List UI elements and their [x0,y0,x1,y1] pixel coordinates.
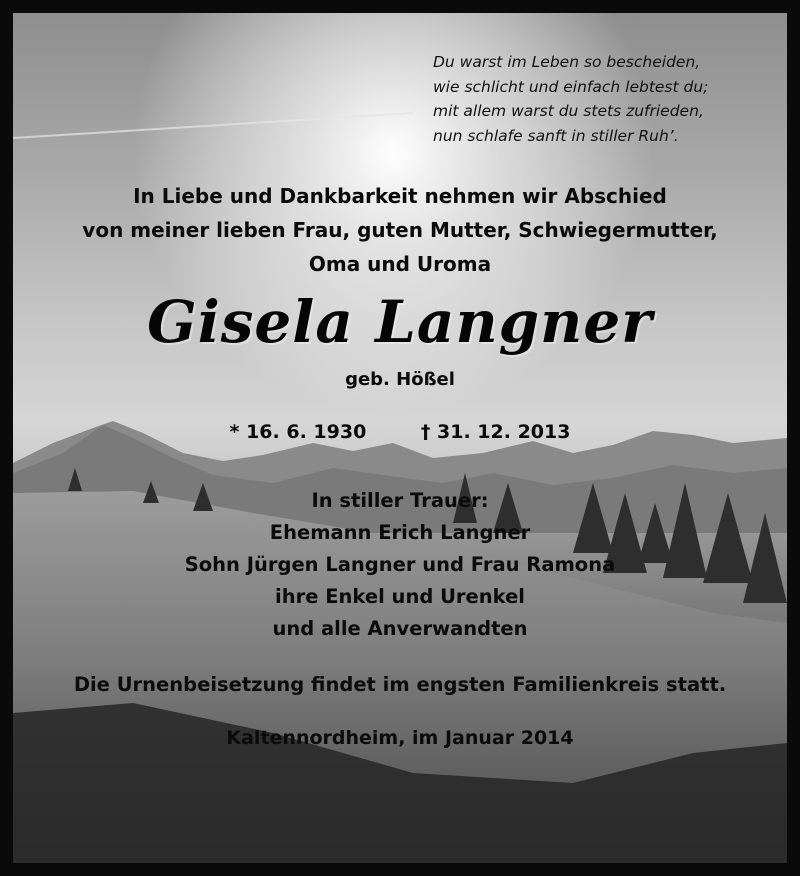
farewell-intro [13,179,787,281]
birth-date: * 16. 6. 1930 [229,421,367,443]
burial-note: Die Urnenbeisetzung findet im engsten Familienkreis statt. [73,673,727,696]
mountain-landscape-photo [13,13,787,863]
deceased-name: Gisela Langner [147,288,653,356]
place-and-date: Kaltennordheim, im Januar 2014 [226,727,574,749]
mourner-line: In stiller Trauer: [311,489,489,512]
mourner-line: ihre Enkel und Urenkel [275,585,525,608]
verse-line: mit allem warst du stets zufrieden, [433,102,704,120]
life-dates [13,421,787,443]
verse-line: wie schlicht und einfach lebtest du; [433,77,709,96]
verse-line: Du warst im Leben so bescheiden, [433,53,701,71]
intro-line: von meiner lieben Frau, guten Mutter, Schwiegermutter, [82,218,718,242]
birth-name: geb. Hößel [345,369,455,390]
mourner-line: Sohn Jürgen Langner und Frau Ramona [184,553,616,576]
verse-line: nun schlafe sanft in stiller Ruh’. [433,126,679,145]
poem-verse [433,50,773,148]
mourner-line: und alle Anverwandten [272,617,528,640]
mourner-line: Ehemann Erich Langner [269,521,531,544]
intro-line: Oma und Uroma [308,252,492,276]
death-date: † 31. 12. 2013 [420,421,571,443]
mourners-list [13,485,787,645]
intro-line: In Liebe und Dankbarkeit nehmen wir Abschied [133,184,667,208]
